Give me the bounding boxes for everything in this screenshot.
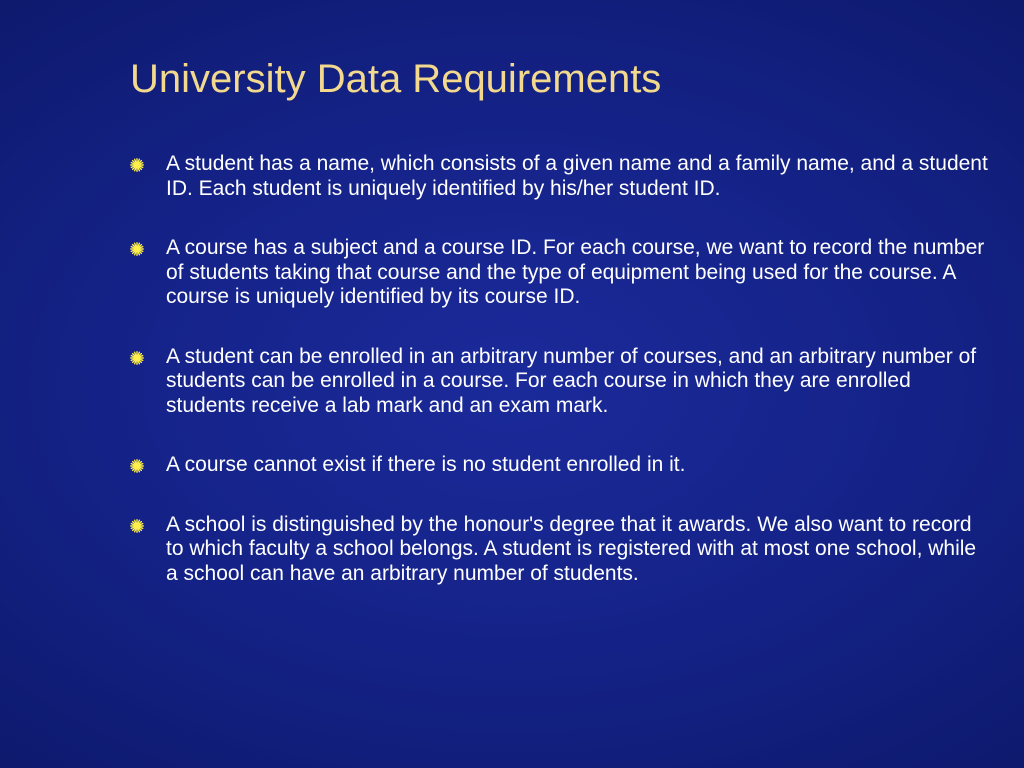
bullet-list — [130, 152, 990, 621]
bullet-text: A student can be enrolled in an arbitrary number of courses, and an arbitrary number of students can be enrolled in a course. For each course in which they are enrolled students receive a lab mark and an exam mark. — [166, 344, 977, 417]
starburst-bullet-icon — [130, 242, 144, 256]
starburst-bullet-icon — [130, 519, 144, 533]
starburst-bullet-icon — [130, 459, 144, 473]
bullet-item — [130, 513, 990, 587]
bullet-text: A student has a name, which consists of a given name and a family name, and a student ID. Each student is uniquely identified by his/her student ID. — [166, 152, 988, 200]
bullet-item — [130, 345, 990, 419]
bullet-item — [130, 453, 990, 478]
bullet-text: A course cannot exist if there is no student enrolled in it. — [166, 453, 686, 476]
bullet-text: A course has a subject and a course ID. For each course, we want to record the number of students taking that course and the type of equipment being used for the course. A course is uniquely identified by its course ID. — [166, 236, 985, 308]
starburst-bullet-icon — [130, 351, 144, 365]
bullet-item — [130, 236, 990, 310]
bullet-text: A school is distinguished by the honour's degree that it awards. We also want to record to which faculty a school belongs. A student is registered with at most one school, while a school can have an arbitrary number of students. — [166, 512, 977, 585]
slide-title: University Data Requirements — [130, 57, 662, 101]
bullet-item — [130, 152, 990, 201]
starburst-bullet-icon — [130, 158, 144, 172]
